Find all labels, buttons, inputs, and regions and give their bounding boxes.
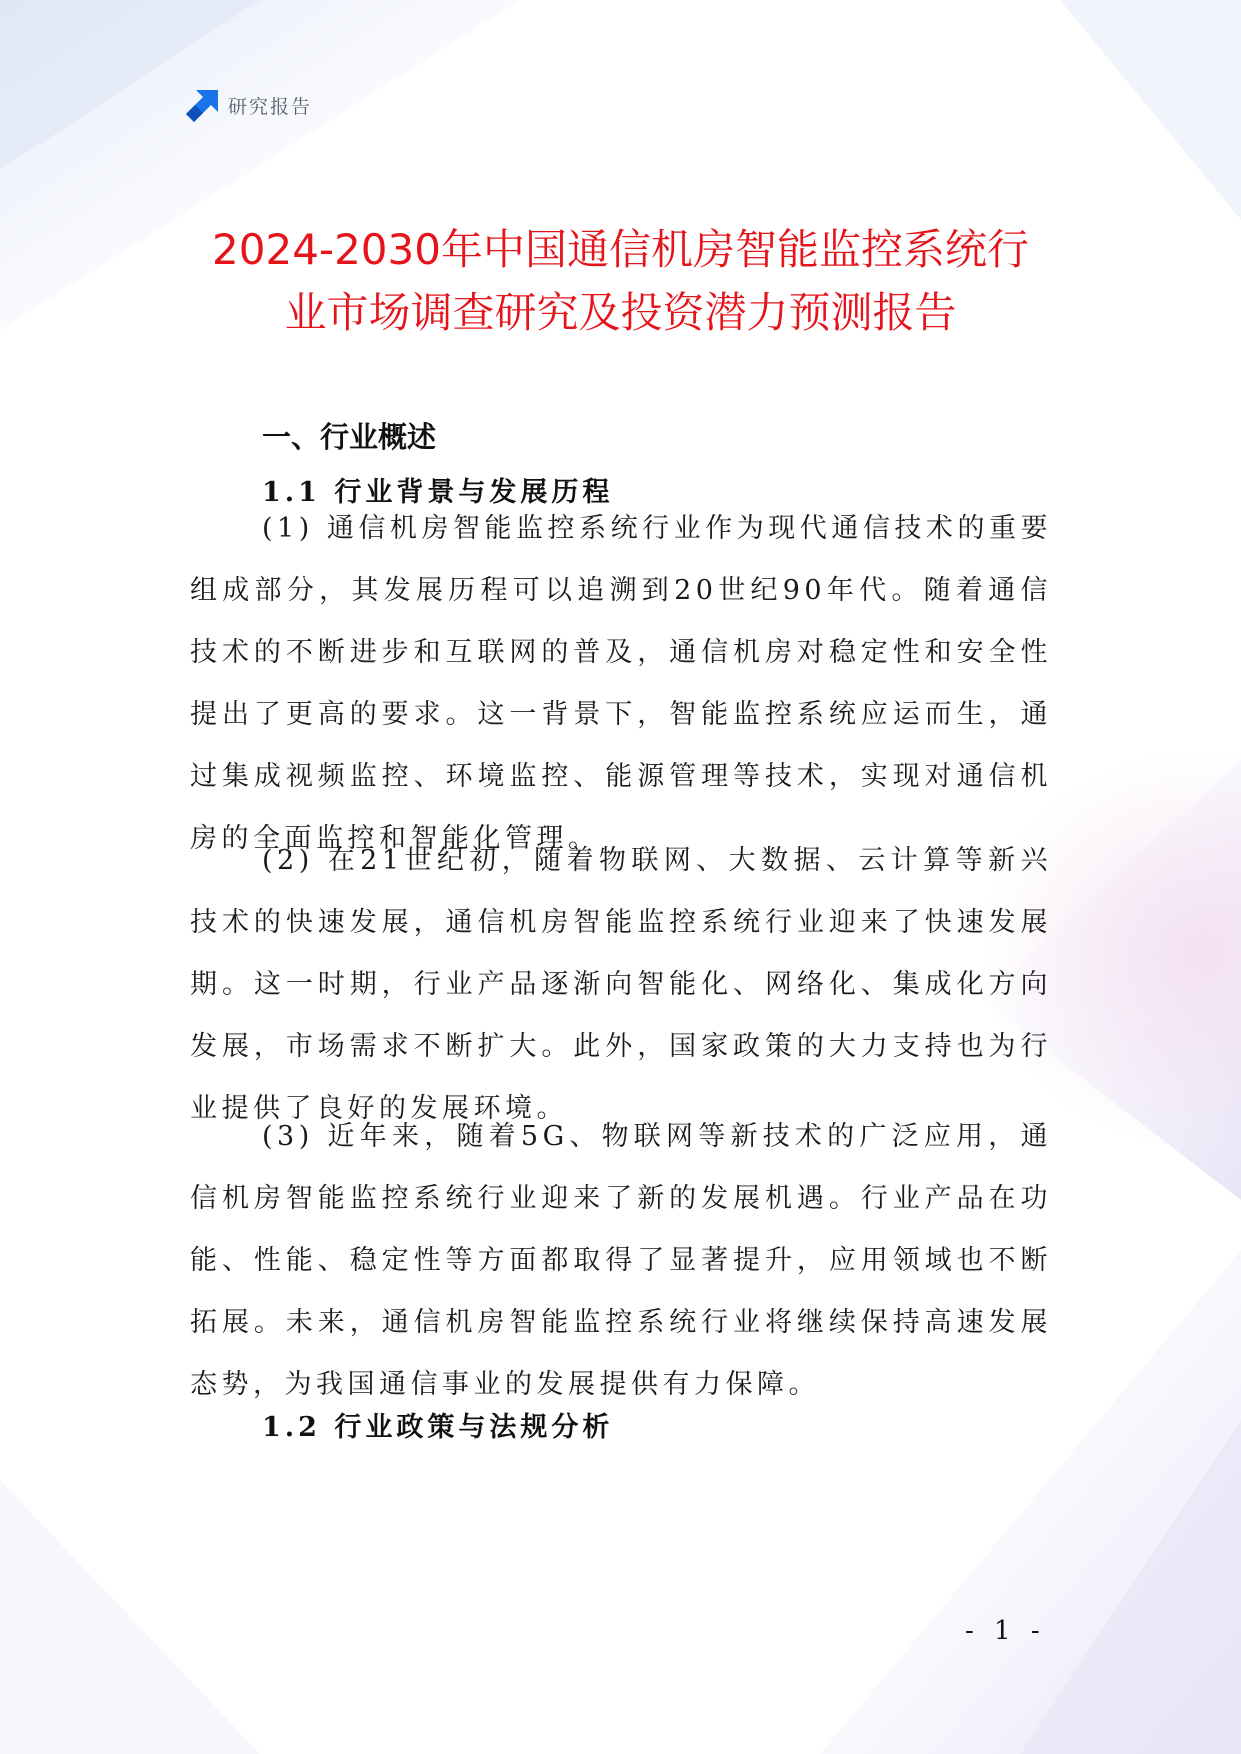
- paragraph-2: (2) 在21世纪初，随着物联网、大数据、云计算等新兴技术的快速发展，通信机房智能监控系统行业迎来了快速发展期。这一时期，行业产品逐渐向智能化、网络化、集成化方向发展，市场需求不断扩大。此外，国家政策的大力支持也为行业提供了良好的发展环境。: [190, 845, 1052, 1124]
- header-label: 研究报告: [228, 95, 313, 118]
- page-number: - 1 -: [965, 1616, 1046, 1646]
- subsection-heading-1-2: 1.2 行业政策与法规分析: [262, 1412, 614, 1443]
- subsection-heading-1-1: 1.1 行业背景与发展历程: [262, 477, 614, 508]
- title-line-1: 2024-2030年中国通信机房智能监控系统行: [212, 225, 1029, 274]
- arrow-up-right-icon: [186, 88, 220, 122]
- section-heading: 一、行业概述: [262, 420, 437, 454]
- paragraph-1: (1) 通信机房智能监控系统行业作为现代通信技术的重要组成部分，其发展历程可以追溯到20世纪90年代。随着通信技术的不断进步和互联网的普及，通信机房对稳定性和安全性提出了更高的要求。这一背景下，智能监控系统应运而生，通过集成视频监控、环境监控、能源管理等技术，实现对通信机房的全面监控和智能化管理。: [190, 513, 1052, 854]
- paragraph-3: (3) 近年来，随着5G、物联网等新技术的广泛应用，通信机房智能监控系统行业迎来了新的发展机遇。行业产品在功能、性能、稳定性等方面都取得了显著提升，应用领域也不断拓展。未来，通信机房智能监控系统行业将继续保持高速发展态势，为我国通信事业的发展提供有力保障。: [190, 1121, 1052, 1400]
- document-title: [150, 218, 1091, 344]
- title-line-2: 业市场调查研究及投资潜力预测报告: [284, 288, 957, 337]
- report-header: [186, 88, 312, 122]
